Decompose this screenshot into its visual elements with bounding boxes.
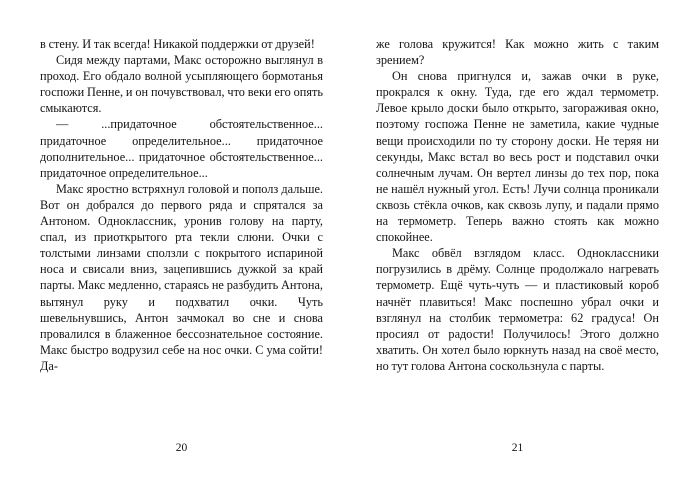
paragraph: Макс обвёл взглядом класс. Одноклассники погрузились в дрёму. Солнце продолжало нагревать термометр. Ещё чуть-чуть — и пластиковый короб начнёт плавиться! Макс поспешно убрал очки и взглянул на столбик термометра: 62 градуса! Он просиял от радости! Получилось! Этого должно хватить. Он хотел было юркнуть назад на своё место, но тут голова Антона соскользнула с парты.	[376, 246, 659, 373]
page-number-right: 21	[511, 442, 524, 454]
paragraph: же голова кружится! Как можно жить с таким зрением?	[376, 37, 659, 68]
page-number-left: 20	[175, 442, 188, 454]
paragraph: в стену. И так всегда! Никакой поддержки от друзей!	[40, 37, 315, 51]
paragraph: Сидя между партами, Макс осторожно выглянул в проход. Его обдало волной усыпляющего бормотанья госпожи Пенне, и он почувствовал, что веки его опять смыкаются.	[40, 53, 323, 116]
left-page	[40, 36, 323, 495]
paragraph: — ...придаточное обстоятельственное... придаточное определительное... придаточное дополнительное... придаточное обстоятельственное... придаточное определительное...	[40, 117, 323, 180]
left-page-text	[40, 36, 323, 374]
paragraph: Макс яростно встряхнул головой и пополз дальше. Вот он добрался до первого ряда и спрятался за Антоном. Одноклассник, уронив голову на парту, спал, из приоткрытого рта текли слюни. Очки с толстыми линзами сползли с покрытого испариной носа и свисали вниз, зацепившись дужкой за край парты. Макс медленно, стараясь не разбудить Антона, вытянул руку и подхватил очки. Чуть шевельнувшись, Антон зачмокал во сне и снова провалился в блаженное бессознательное состояние. Макс быстро водрузил себе на нос очки. С ума сойти! Да-	[40, 181, 323, 373]
paragraph: Он снова пригнулся и, зажав очки в руке, прокрался к окну. Туда, где его ждал термометр. Левое крыло доски было открыто, загораживая окно, поэтому госпожа Пенне не заметила, какие чудные вещи происходили по ту сторону доски. Не теряя ни секунды, Макс встал во весь рост и подставил очки солнечным лучам. Он вертел линзы до тех пор, пока не нашёл нужный угол. Есть! Лучи солнца проникали сквозь стёкла очков, как сквозь лупу, и падали прямо на термометр. Теперь важно стоять как можно спокойнее.	[376, 69, 659, 245]
right-page	[376, 36, 659, 495]
right-page-text	[376, 36, 659, 374]
